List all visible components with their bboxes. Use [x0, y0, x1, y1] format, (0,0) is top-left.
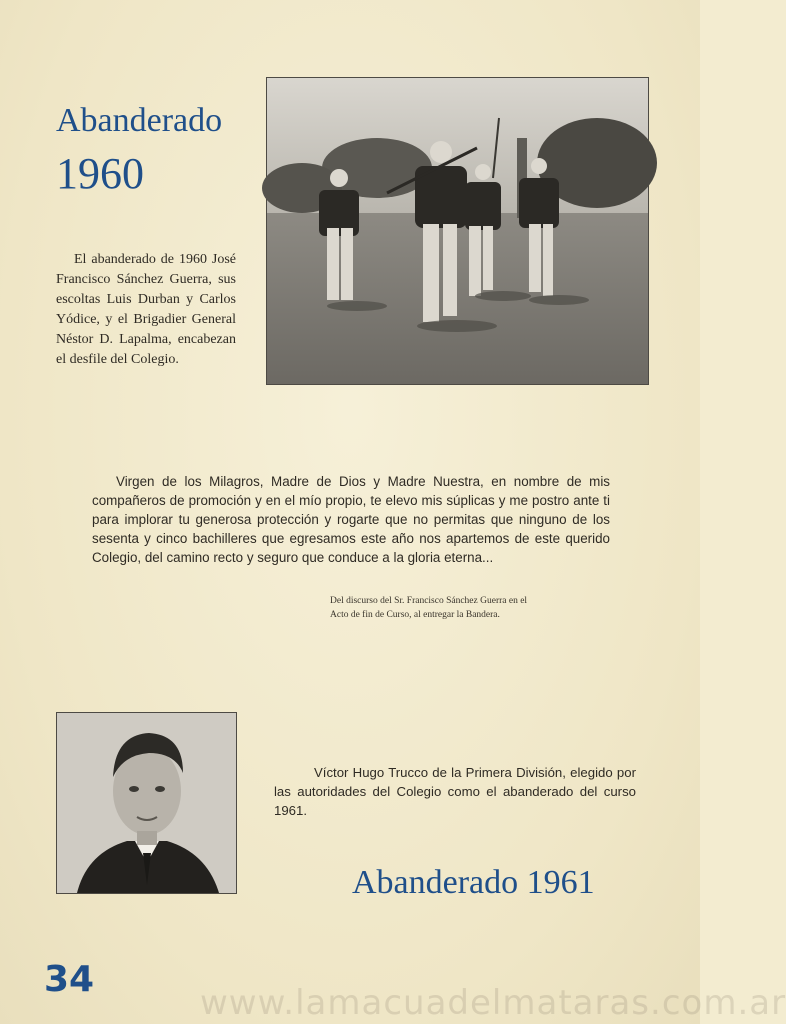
heading-abanderado-1961: Abanderado 1961: [352, 864, 595, 901]
heading-abanderado-1960: Abanderado: [56, 102, 223, 139]
parade-photo: [266, 77, 649, 385]
quote-source-line-1: Del discurso del Sr. Francisco Sánchez Guerra en el: [330, 596, 528, 606]
portrait-photo: [56, 712, 237, 894]
heading-year-1960: 1960: [56, 149, 144, 198]
quote-source: [330, 594, 596, 622]
watermark: www.lamacuadelmataras.com.ar: [200, 983, 786, 1023]
prayer-quote: Virgen de los Milagros, Madre de Dios y Madre Nuestra, en nombre de mis compañeros de promoción y en el mío propio, te elevo mis súplicas y me postro ante ti para implorar tu generosa protección y rogarte que no permitas que ninguno de los sesenta y cinco bachilleres que egresamos este año nos apartemos de este querido Colegio, del camino recto y seguro que conduce a la gloria eterna...: [92, 474, 610, 565]
caption-1960: El abanderado de 1960 José Francisco Sánchez Guerra, sus escoltas Luis Durban y Carlos Yódice, y el Brigadier General Néstor D. Lapalma, encabezan el desfile del Colegio.: [56, 252, 236, 367]
quote-source-line-2: Acto de fin de Curso, al entregar la Bandera.: [330, 610, 500, 620]
page-number: 34: [44, 959, 95, 1000]
caption-1961: Víctor Hugo Trucco de la Primera División, elegido por las autoridades del Colegio como el abanderado del curso 1961.: [274, 765, 636, 818]
